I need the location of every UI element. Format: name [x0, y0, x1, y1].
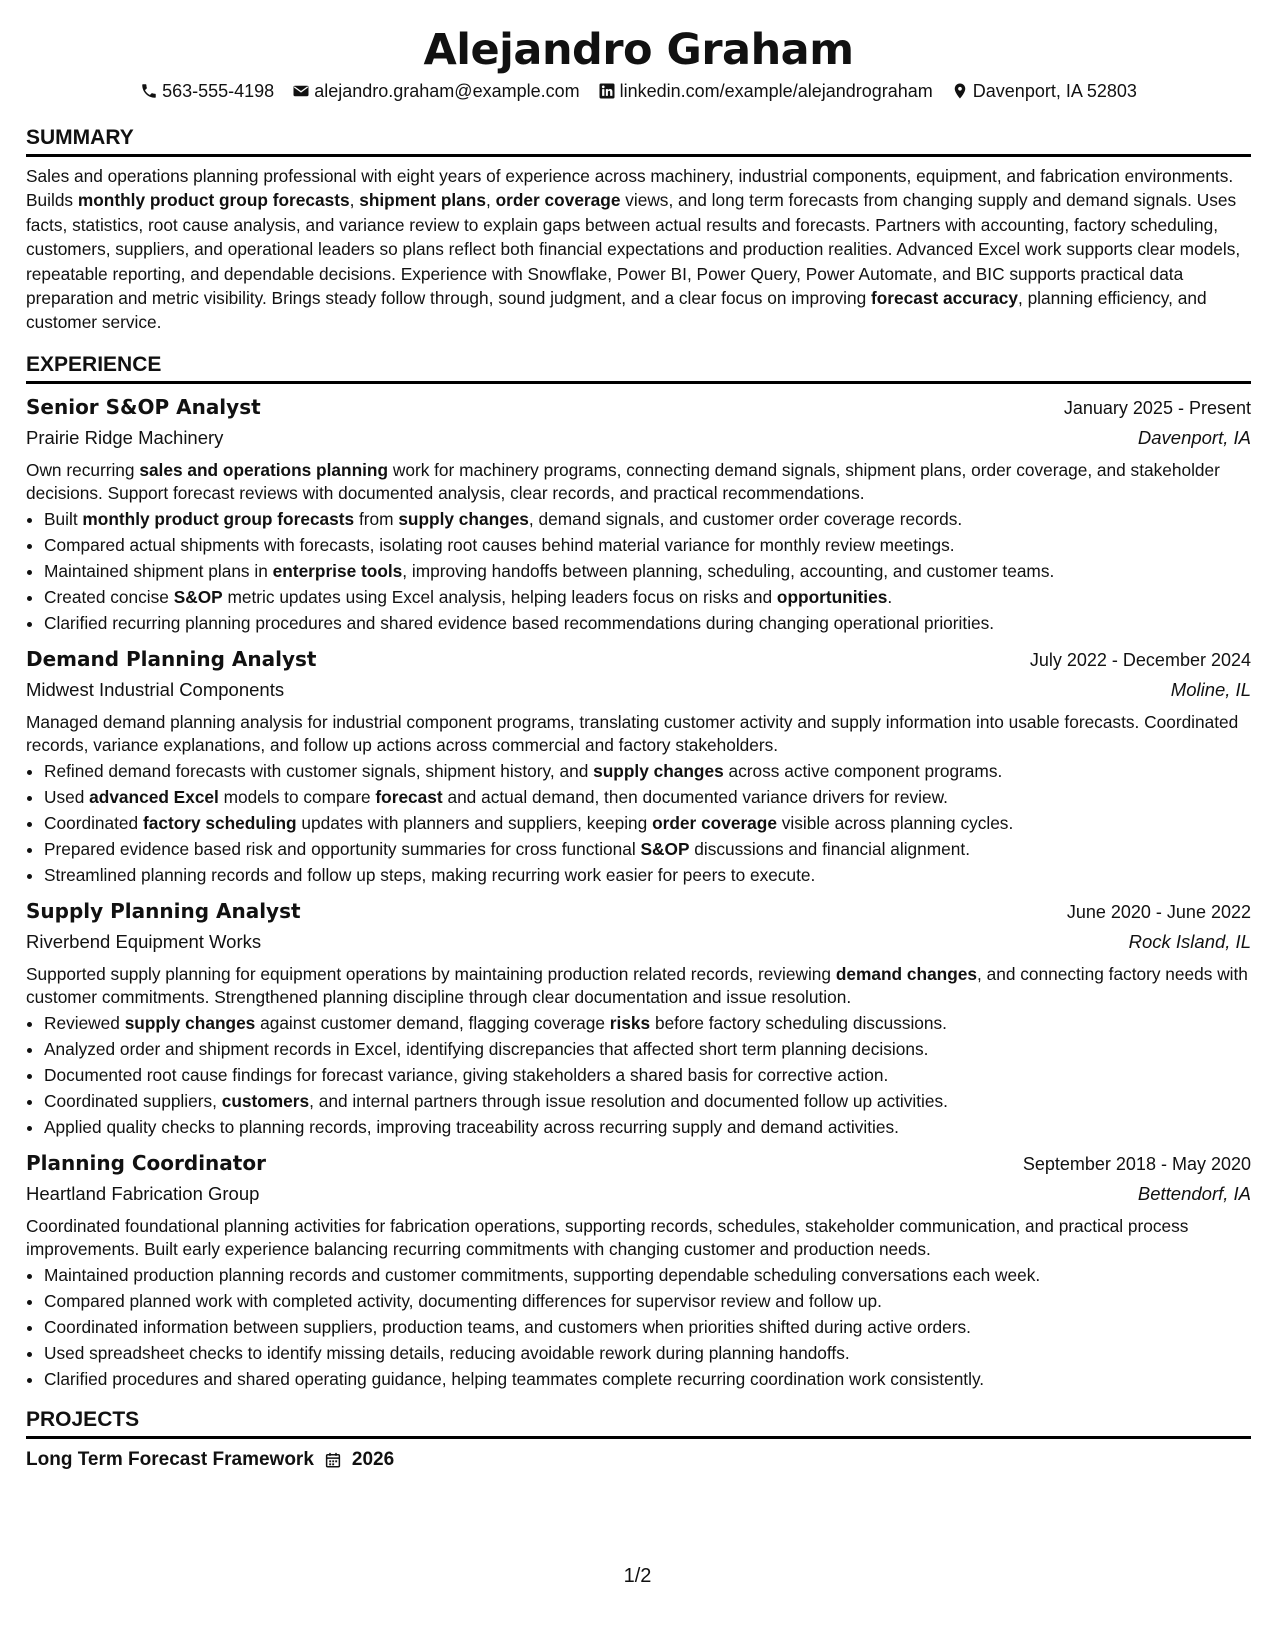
location-text: Davenport, IA 52803 [972, 80, 1137, 101]
bullet-item [44, 758, 1251, 784]
job-entry [26, 392, 1251, 636]
bold-phrase: factory scheduling [142, 812, 297, 833]
job-dates: June 2020 - June 2022 [1066, 901, 1251, 922]
text-run: Documented root cause findings for forecast variance, giving stakeholders a shared basis for corrective action. [44, 1064, 889, 1085]
text-run: Prepared evidence based risk and opportunity summaries for cross functional [44, 838, 641, 859]
text-run: Coordinated [44, 812, 143, 833]
job-header [26, 896, 1251, 926]
map-pin-icon [951, 82, 969, 100]
job-subheader [26, 422, 1251, 453]
text-run: Clarified recurring planning procedures and shared evidence based recommendations during changing operational priorities. [44, 612, 995, 633]
text-run: Used [44, 786, 90, 807]
job-subheader [26, 926, 1251, 957]
text-run: Coordinated suppliers, [44, 1090, 222, 1111]
text-run: Compared actual shipments with forecasts, isolating root causes behind material variance for monthly review meetings. [44, 534, 955, 555]
job-bullets [26, 758, 1251, 888]
contact-location [951, 81, 1137, 102]
job-bullets [26, 506, 1251, 636]
bullet-item [44, 1062, 1251, 1088]
bold-phrase: monthly product group forecasts [82, 508, 355, 529]
phone-icon [140, 82, 158, 100]
summary-text [26, 164, 1251, 335]
text-run: Coordinated information between suppliers, production teams, and customers when priorities shifted during active orders. [44, 1316, 971, 1337]
bold-phrase: order coverage [495, 190, 621, 211]
text-run: Sales and operations planning professional with eight years of experience across machinery, industrial components, equipment, and fabrication environments. Builds [26, 166, 1234, 211]
resume-page [26, 0, 1251, 1471]
section-title-summary: SUMMARY [26, 126, 1251, 157]
text-run: , and connecting factory needs with customer commitments. Strengthened planning discipline through clear documentation and issue resolution. [26, 963, 1248, 1008]
text-run: , and internal partners through issue resolution and documented follow up activities. [309, 1090, 948, 1111]
text-run: and actual demand, then documented variance drivers for review. [442, 786, 948, 807]
job-location: Rock Island, IL [1128, 930, 1251, 952]
bold-phrase: customers [221, 1090, 310, 1111]
text-run: , planning efficiency, and customer service. [26, 288, 1207, 333]
job-header [26, 392, 1251, 422]
bold-phrase: S&OP [640, 838, 690, 859]
bullet-item [44, 1366, 1251, 1392]
bold-phrase: sales and operations planning [139, 459, 389, 480]
job-location: Davenport, IA [1137, 426, 1251, 448]
bullet-item [44, 1288, 1251, 1314]
page-number: 1/2 [623, 1565, 652, 1587]
text-run: Coordinated foundational planning activities for fabrication operations, supporting records, schedules, stakeholder communication, and practical process improvements. Built early experience balancing recurring commitments with changing customer and production needs. [26, 1215, 1189, 1260]
job-description [26, 459, 1251, 506]
bold-phrase: opportunities [776, 586, 888, 607]
bullet-item [44, 1036, 1251, 1062]
candidate-name: Alejandro Graham [423, 25, 854, 75]
text-run: Clarified procedures and shared operating guidance, helping teammates complete recurring coordination work consistently. [44, 1368, 985, 1389]
contact-phone[interactable] [140, 81, 274, 102]
text-run: Supported supply planning for equipment operations by maintaining production related records, reviewing [26, 963, 836, 984]
calendar-icon [324, 1451, 342, 1469]
text-run: Managed demand planning analysis for industrial component programs, translating customer activity and supply information into usable forecasts. Coordinated records, variance explanations, and follow up actions across commercial and factory stakeholders. [26, 711, 1239, 756]
job-entry [26, 1148, 1251, 1392]
project-name: Long Term Forecast Framework [26, 1448, 314, 1470]
linkedin-icon [598, 82, 616, 100]
job-title: Planning Coordinator [26, 1150, 266, 1175]
text-run: , [485, 190, 496, 211]
text-run: views, and long term forecasts from changing supply and demand signals. Uses facts, statistics, root cause analysis, and variance review to explain gaps between actual results and forecasts. Partners with accounting, factory scheduling, customers, suppliers, and operational leaders so plans reflect both financial expectations and production realities. Advanced Excel work supports clear models, repeatable reporting, and dependable decisions. Experience with Snowflake, Power BI, Power Query, Power Automate, and BIC supports practical data preparation and metric visibility. Brings steady follow through, sound judgment, and a clear focus on improving [26, 190, 1241, 309]
bold-phrase: monthly product group forecasts [77, 190, 350, 211]
bold-phrase: forecast accuracy [870, 288, 1018, 309]
contact-email[interactable] [292, 81, 579, 102]
bold-phrase: demand changes [835, 963, 978, 984]
bullet-item [44, 1010, 1251, 1036]
job-location: Moline, IL [1170, 678, 1251, 700]
text-run: across active component programs. [723, 760, 1003, 781]
bullet-item [44, 862, 1251, 888]
email-text: alejandro.graham@example.com [314, 80, 580, 101]
text-run: models to compare [218, 786, 376, 807]
text-run: Built [44, 508, 83, 529]
phone-text: 563-555-4198 [162, 80, 275, 101]
job-header [26, 644, 1251, 674]
bullet-item [44, 1114, 1251, 1140]
bullet-item [44, 610, 1251, 636]
job-location: Bettendorf, IA [1137, 1182, 1251, 1204]
text-run: Refined demand forecasts with customer signals, shipment history, and [44, 760, 594, 781]
bullet-item [44, 810, 1251, 836]
job-bullets [26, 1262, 1251, 1392]
job-dates: July 2022 - December 2024 [1029, 649, 1251, 670]
text-run: , [349, 190, 360, 211]
bullet-item [44, 584, 1251, 610]
bullet-item [44, 836, 1251, 862]
job-bullets [26, 1010, 1251, 1140]
text-run: Compared planned work with completed activity, documenting differences for supervisor review and follow up. [44, 1290, 882, 1311]
project-item [26, 1449, 1251, 1471]
bullet-item [44, 558, 1251, 584]
bold-phrase: shipment plans [359, 190, 486, 211]
job-subheader [26, 674, 1251, 705]
bold-phrase: risks [609, 1012, 651, 1033]
bullet-item [44, 1088, 1251, 1114]
bullet-item [44, 1340, 1251, 1366]
job-title: Demand Planning Analyst [26, 646, 317, 671]
text-run: work for machinery programs, connecting demand signals, shipment plans, order coverage, and stakeholder decisions. Support forecast reviews with documented analysis, clear records, and practical recommendations. [26, 459, 1220, 504]
job-title: Senior S&OP Analyst [26, 394, 261, 419]
text-run: Streamlined planning records and follow up steps, making recurring work easier for peers to execute. [44, 864, 816, 885]
text-run: discussions and financial alignment. [689, 838, 970, 859]
job-header [26, 1148, 1251, 1178]
text-run: against customer demand, flagging coverage [255, 1012, 610, 1033]
linkedin-text: linkedin.com/example/alejandrograham [619, 80, 933, 101]
job-subheader [26, 1178, 1251, 1209]
job-entry [26, 896, 1251, 1140]
bold-phrase: supply changes [593, 760, 724, 781]
text-run: Reviewed [44, 1012, 125, 1033]
project-year: 2026 [351, 1448, 395, 1470]
envelope-icon [292, 82, 310, 100]
bullet-item [44, 1314, 1251, 1340]
text-run: metric updates using Excel analysis, helping leaders focus on risks and [222, 586, 777, 607]
text-run: Maintained shipment plans in [44, 560, 273, 581]
text-run: Created concise [44, 586, 174, 607]
company-name: Midwest Industrial Components [26, 678, 285, 700]
job-entry [26, 644, 1251, 888]
text-run: visible across planning cycles. [776, 812, 1014, 833]
text-run: before factory scheduling discussions. [650, 1012, 947, 1033]
job-dates: September 2018 - May 2020 [1022, 1153, 1251, 1174]
job-title: Supply Planning Analyst [26, 898, 301, 923]
bold-phrase: S&OP [173, 586, 223, 607]
text-run: , demand signals, and customer order coverage records. [528, 508, 963, 529]
company-name: Heartland Fabrication Group [26, 1182, 260, 1204]
text-run: Analyzed order and shipment records in Excel, identifying discrepancies that affected short term planning decisions. [44, 1038, 929, 1059]
text-run: from [354, 508, 399, 529]
bullet-item [44, 784, 1251, 810]
text-run: Maintained production planning records and customer commitments, supporting dependable scheduling conversations each week. [44, 1264, 1041, 1285]
job-dates: January 2025 - Present [1063, 397, 1251, 418]
section-title-projects: PROJECTS [26, 1408, 1251, 1439]
experience-list [26, 392, 1251, 1392]
bullet-item [44, 1262, 1251, 1288]
text-run: , improving handoffs between planning, scheduling, accounting, and customer teams. [402, 560, 1055, 581]
job-description [26, 711, 1251, 758]
bullet-item [44, 506, 1251, 532]
text-run: . [887, 586, 893, 607]
bold-phrase: advanced Excel [89, 786, 219, 807]
section-title-experience: EXPERIENCE [26, 353, 1251, 384]
job-description [26, 1215, 1251, 1262]
bold-phrase: order coverage [652, 812, 777, 833]
text-run: Applied quality checks to planning records, improving traceability across recurring supply and demand activities. [44, 1116, 899, 1137]
contact-bar [26, 78, 1251, 104]
contact-linkedin[interactable] [598, 81, 933, 102]
text-run: updates with planners and suppliers, keeping [296, 812, 653, 833]
company-name: Prairie Ridge Machinery [26, 426, 224, 448]
company-name: Riverbend Equipment Works [26, 930, 262, 952]
bold-phrase: supply changes [124, 1012, 256, 1033]
bold-phrase: supply changes [398, 508, 529, 529]
text-run: Used spreadsheet checks to identify missing details, reducing avoidable rework during planning handoffs. [44, 1342, 850, 1363]
job-description [26, 963, 1251, 1010]
bullet-item [44, 532, 1251, 558]
bold-phrase: forecast [375, 786, 443, 807]
bold-phrase: enterprise tools [272, 560, 403, 581]
text-run: Own recurring [26, 459, 140, 480]
